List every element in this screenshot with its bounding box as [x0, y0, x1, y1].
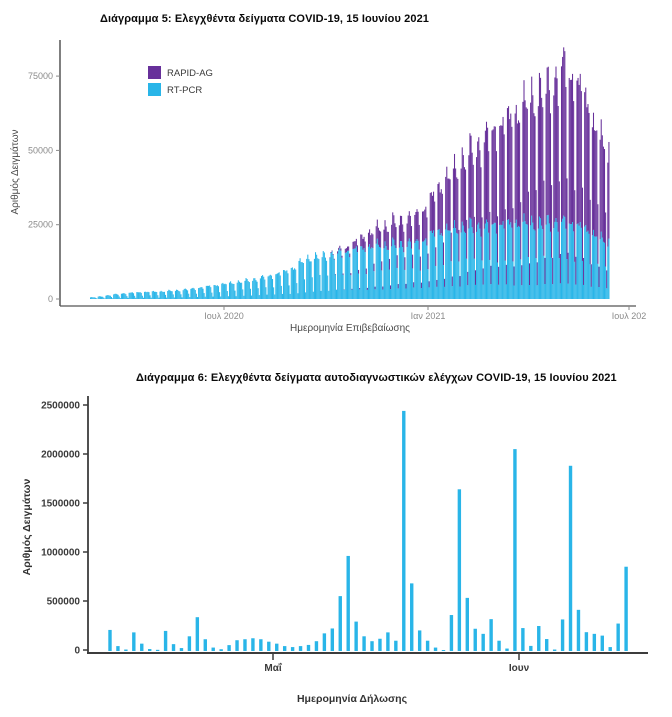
chart5-legend [148, 66, 213, 96]
svg-text:1500000: 1500000 [41, 498, 80, 510]
chart5-xlabel: Ημερομηνία Επιβεβαίωσης [290, 323, 410, 334]
chart6-title: Διάγραμμα 6: Ελεγχθέντα δείγματα αυτοδιαγνωστικών ελέγχων COVID-19, 15 Ιουνίου 2021 [136, 372, 617, 384]
legend-swatch-rapid-ag [148, 66, 161, 79]
chart6-y-ticks [41, 401, 88, 657]
chart6-ylabel: Αριθμός Δειγμάτων [21, 478, 33, 576]
legend-swatch-rt-pcr [148, 83, 161, 96]
svg-text:0: 0 [74, 645, 80, 657]
svg-text:2500000: 2500000 [41, 400, 80, 412]
chart5-title: Διάγραμμα 5: Ελεγχθέντα δείγματα COVID-19, 15 Ιουνίου 2021 [100, 13, 430, 25]
legend-label-rapid-ag: RAPID-AG [167, 68, 213, 79]
svg-text:25000: 25000 [27, 219, 53, 230]
svg-text:500000: 500000 [46, 596, 80, 608]
svg-text:Μαΐ: Μαΐ [264, 663, 282, 674]
svg-text:0: 0 [47, 294, 53, 304]
svg-text:75000: 75000 [27, 71, 53, 82]
svg-text:Ιουλ 202: Ιουλ 202 [611, 311, 647, 321]
chart5-ylabel: Αριθμός Δειγμάτων [10, 129, 21, 215]
chart5-plot [9, 40, 646, 334]
chart6-xlabel: Ημερομηνία Δήλωσης [296, 693, 408, 705]
legend-label-rt-pcr: RT-PCR [167, 85, 203, 96]
svg-text:Ιουλ 2020: Ιουλ 2020 [204, 311, 244, 321]
svg-text:2000000: 2000000 [41, 449, 80, 461]
chart5-y-ticks [28, 71, 60, 304]
chart6-plot [21, 396, 648, 705]
svg-text:1000000: 1000000 [41, 547, 80, 559]
svg-text:50000: 50000 [27, 145, 53, 156]
chart5-x-ticks [204, 306, 646, 321]
svg-text:Ιουν: Ιουν [508, 663, 530, 674]
chart6-bars [108, 411, 628, 651]
svg-text:Ιαν 2021: Ιαν 2021 [410, 311, 446, 321]
chart6-x-ticks [264, 654, 529, 674]
